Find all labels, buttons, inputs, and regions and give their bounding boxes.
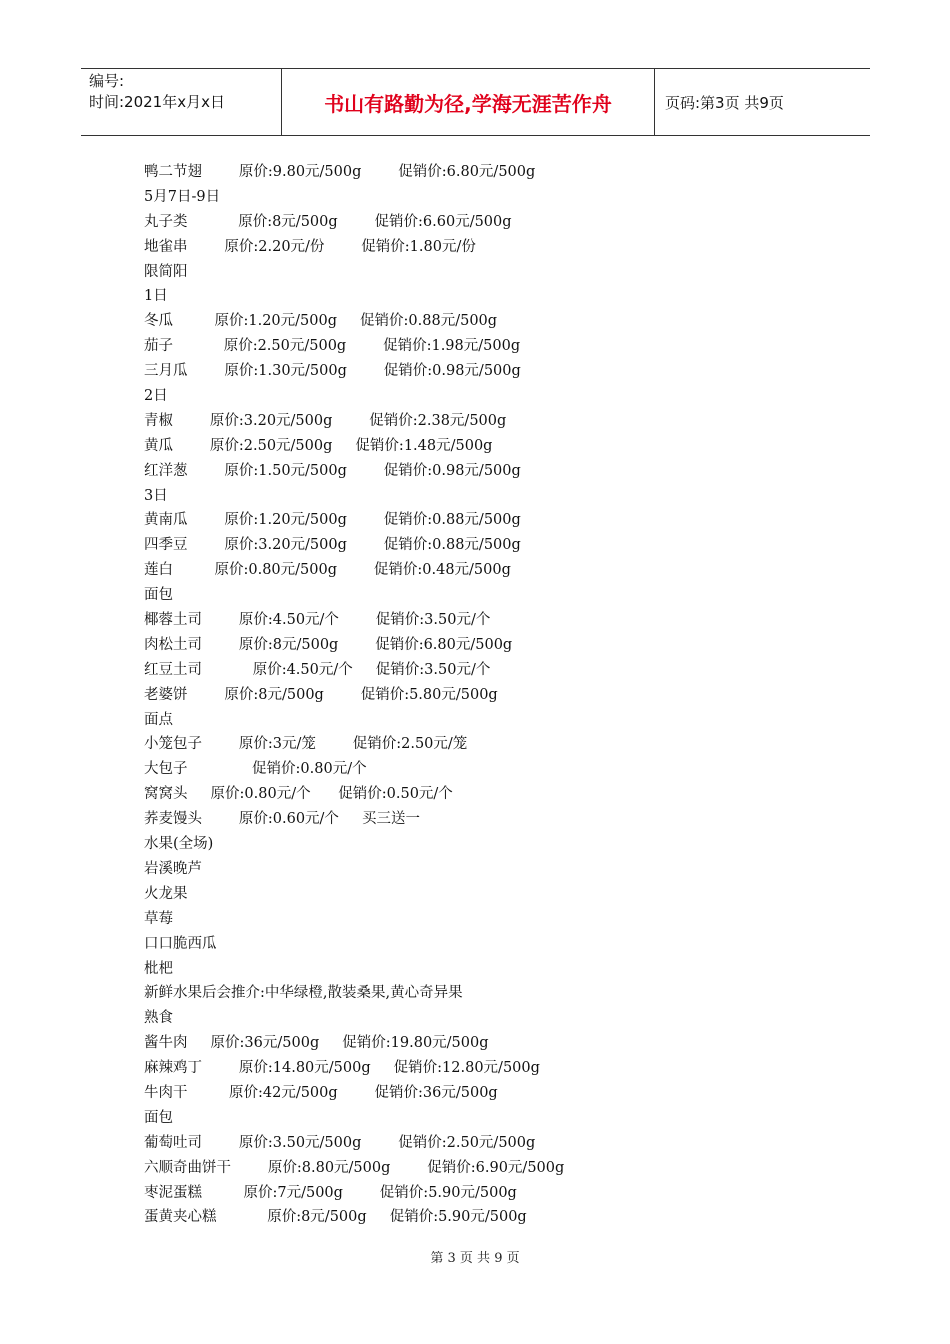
header-motto: 书山有路勤为径,学海无涯苦作舟 (282, 69, 655, 135)
list-line: 面包 (144, 587, 173, 604)
list-line: 火龙果 (144, 885, 188, 902)
list-line: 大包子 促销价:0.80元/个 (144, 761, 367, 778)
list-line: 3日 (144, 487, 168, 504)
header-info-cell (81, 69, 282, 135)
list-line: 四季豆 原价:3.20元/500g 促销价:0.88元/500g (144, 537, 521, 554)
list-line: 口口脆西瓜 (144, 935, 217, 952)
page-header (81, 68, 870, 136)
list-line: 荞麦馒头 原价:0.60元/个 买三送一 (144, 811, 420, 828)
list-line: 5月7日-9日 (144, 188, 221, 205)
list-line: 青椒 原价:3.20元/500g 促销价:2.38元/500g (144, 412, 507, 429)
list-line: 茄子 原价:2.50元/500g 促销价:1.98元/500g (144, 338, 521, 355)
list-line: 岩溪晚芦 (144, 860, 202, 877)
list-line: 地雀串 原价:2.20元/份 促销价:1.80元/份 (144, 238, 476, 255)
list-line: 面包 (144, 1109, 173, 1126)
list-line: 麻辣鸡丁 原价:14.80元/500g 促销价:12.80元/500g (144, 1060, 540, 1077)
list-line: 莲白 原价:0.80元/500g 促销价:0.48元/500g (144, 562, 511, 579)
list-line: 新鲜水果后会推介:中华绿橙,散装桑果,黄心奇异果 (144, 985, 463, 1002)
list-line: 鸭二节翅 原价:9.80元/500g 促销价:6.80元/500g (144, 164, 536, 180)
header-page-code: 页码:第3页 共9页 (665, 93, 784, 112)
document-time-label: 时间:2021年x月x日 (89, 93, 225, 111)
list-line: 红豆土司 原价:4.50元/个 促销价:3.50元/个 (144, 661, 491, 678)
list-line: 牛肉干 原价:42元/500g 促销价:36元/500g (144, 1084, 498, 1101)
list-line: 老婆饼 原价:8元/500g 促销价:5.80元/500g (144, 686, 498, 703)
list-line: 水果(全场) (144, 836, 214, 853)
list-line: 蛋黄夹心糕 原价:8元/500g 促销价:5.90元/500g (144, 1209, 527, 1226)
list-line: 熟食 (144, 1010, 173, 1027)
list-line: 酱牛肉 原价:36元/500g 促销价:19.80元/500g (144, 1035, 489, 1052)
page-footer: 第 3 页 共 9 页 (430, 1251, 520, 1266)
list-line: 丸子类 原价:8元/500g 促销价:6.60元/500g (144, 213, 512, 230)
list-line: 草莓 (144, 910, 173, 927)
list-line: 窝窝头 原价:0.80元/个 促销价:0.50元/个 (144, 786, 453, 803)
list-line: 黄南瓜 原价:1.20元/500g 促销价:0.88元/500g (144, 512, 521, 529)
list-line: 面点 (144, 711, 173, 728)
list-line: 六顺奇曲饼干 原价:8.80元/500g 促销价:6.90元/500g (144, 1159, 565, 1176)
price-list (144, 160, 844, 1230)
list-line: 葡萄吐司 原价:3.50元/500g 促销价:2.50元/500g (144, 1134, 536, 1151)
list-line: 三月瓜 原价:1.30元/500g 促销价:0.98元/500g (144, 363, 521, 380)
list-line: 2日 (144, 388, 168, 405)
list-line: 冬瓜 原价:1.20元/500g 促销价:0.88元/500g (144, 313, 498, 330)
list-line: 小笼包子 原价:3元/笼 促销价:2.50元/笼 (144, 736, 468, 753)
list-line: 枣泥蛋糕 原价:7元/500g 促销价:5.90元/500g (144, 1184, 517, 1201)
list-line: 肉松土司 原价:8元/500g 促销价:6.80元/500g (144, 636, 513, 653)
document-number-label: 编号: (89, 72, 125, 90)
list-line: 限简阳 (144, 263, 188, 280)
list-line: 枇杷 (144, 960, 173, 977)
list-line: 椰蓉土司 原价:4.50元/个 促销价:3.50元/个 (144, 612, 491, 629)
list-line: 红洋葱 原价:1.50元/500g 促销价:0.98元/500g (144, 462, 521, 479)
list-line: 1日 (144, 288, 168, 305)
list-line: 黄瓜 原价:2.50元/500g 促销价:1.48元/500g (144, 437, 493, 454)
